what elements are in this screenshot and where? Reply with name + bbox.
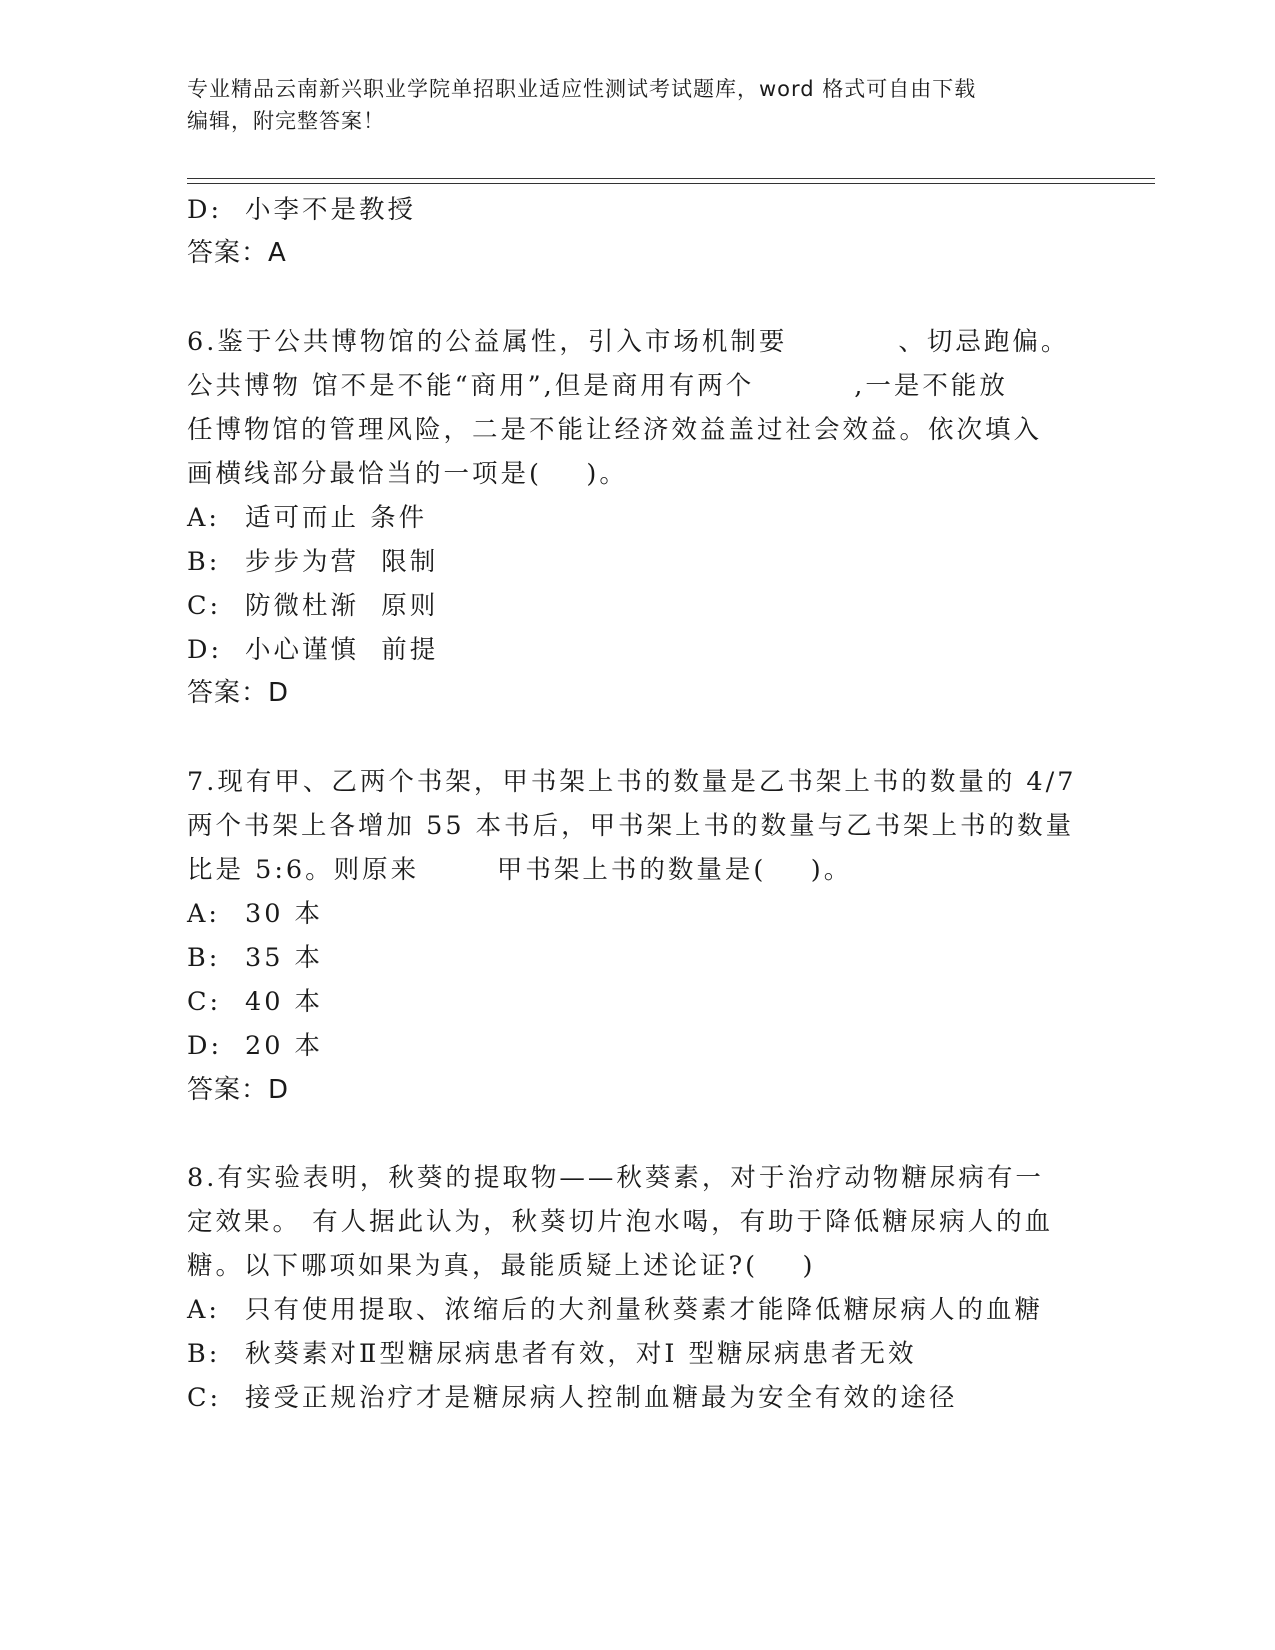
option-letter: D: bbox=[187, 195, 223, 225]
question-7-text: 7.现有甲、乙两个书架，甲书架上书的数量是乙书架上书的数量的 4/7 bbox=[187, 767, 1077, 797]
header-divider bbox=[187, 183, 1155, 184]
question-6-text: 任博物馆的管理风险，二是不能让经济效益盖过社会效益。依次填入 bbox=[187, 415, 1043, 445]
option-letter: C: bbox=[187, 1383, 222, 1413]
option-letter: C: bbox=[187, 591, 222, 621]
question-6-text: 画横线部分最恰当的一项是( )。 bbox=[187, 459, 628, 489]
option-text: 适可而止 条件 bbox=[245, 503, 428, 533]
option-a bbox=[187, 894, 323, 934]
answer-label: 答案：A bbox=[187, 238, 287, 268]
header-title-line-1: 专业精品云南新兴职业学院单招职业适应性测试考试题库，word 格式可自由下载 bbox=[187, 77, 977, 101]
option-letter: D: bbox=[187, 1031, 223, 1061]
question-8-text: 定效果。 有人据此认为，秋葵切片泡水喝，有助于降低糖尿病人的血 bbox=[187, 1207, 1054, 1237]
option-text: 防微杜渐 原则 bbox=[245, 591, 439, 621]
option-text: 小心谨慎 前提 bbox=[245, 635, 439, 665]
option-text: 30 本 bbox=[245, 899, 324, 929]
option-d bbox=[187, 1026, 323, 1066]
option-text: 接受正规治疗才是糖尿病人控制血糖最为安全有效的途径 bbox=[245, 1383, 958, 1413]
option-letter: A: bbox=[187, 503, 221, 533]
answer-label: 答案：D bbox=[187, 678, 290, 708]
option-letter: A: bbox=[187, 1295, 221, 1325]
option-letter: B: bbox=[187, 943, 221, 973]
question-6-text: 6.鉴于公共博物馆的公益属性，引入市场机制要 、切忌跑偏。 bbox=[187, 327, 1070, 357]
option-b bbox=[187, 542, 438, 582]
question-6-text: 公共博物 馆不是不能“商用”,但是商用有两个 ,一是不能放 bbox=[187, 371, 1008, 401]
answer-label: 答案：D bbox=[187, 1075, 290, 1105]
question-8-text: 8.有实验表明，秋葵的提取物——秋葵素，对于治疗动物糖尿病有一 bbox=[187, 1163, 1044, 1193]
question-7-text: 比是 5:6。则原来 甲书架上书的数量是( )。 bbox=[187, 855, 853, 885]
question-8-text: 糖。以下哪项如果为真，最能质疑上述论证?( ) bbox=[187, 1251, 816, 1281]
option-text: 20 本 bbox=[245, 1031, 324, 1061]
option-d bbox=[187, 630, 438, 670]
option-letter: B: bbox=[187, 547, 221, 577]
option-letter: C: bbox=[187, 987, 222, 1017]
option-d bbox=[187, 190, 416, 230]
option-b bbox=[187, 938, 323, 978]
option-c bbox=[187, 1378, 958, 1418]
option-text: 秋葵素对Ⅱ型糖尿病患者有效，对Ⅰ 型糖尿病患者无效 bbox=[245, 1339, 917, 1369]
option-text: 40 本 bbox=[245, 987, 324, 1017]
header-divider bbox=[187, 178, 1155, 179]
option-a bbox=[187, 498, 427, 538]
option-text: 步步为营 限制 bbox=[245, 547, 439, 577]
option-letter: D: bbox=[187, 635, 223, 665]
option-text: 35 本 bbox=[245, 943, 324, 973]
option-b bbox=[187, 1334, 917, 1374]
question-7-text: 两个书架上各增加 55 本书后，甲书架上书的数量与乙书架上书的数量 bbox=[187, 811, 1075, 841]
option-text: 小李不是教授 bbox=[245, 195, 417, 225]
option-letter: B: bbox=[187, 1339, 221, 1369]
option-text: 只有使用提取、浓缩后的大剂量秋葵素才能降低糖尿病人的血糖 bbox=[245, 1295, 1044, 1325]
header-title-line-2: 编辑，附完整答案！ bbox=[187, 109, 385, 133]
option-c bbox=[187, 586, 438, 626]
option-c bbox=[187, 982, 323, 1022]
option-letter: A: bbox=[187, 899, 221, 929]
option-a bbox=[187, 1290, 1043, 1330]
